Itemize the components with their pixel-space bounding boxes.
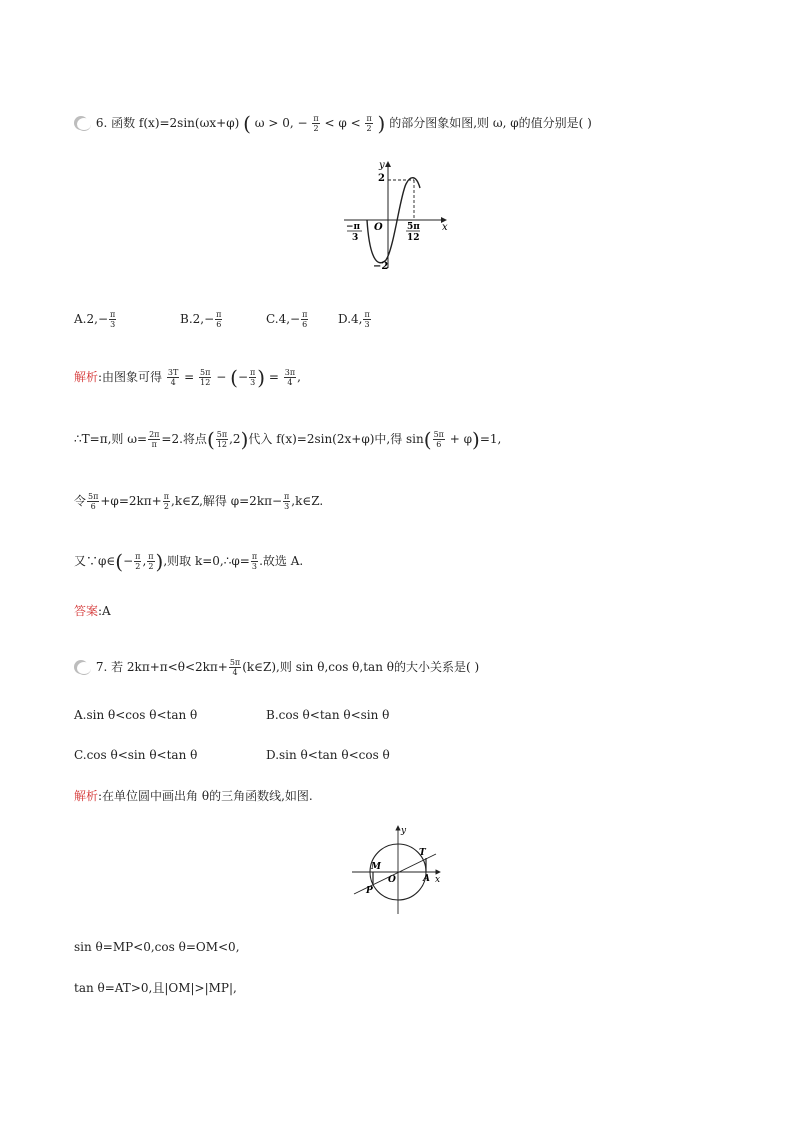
q6-solution-line2: ∴T=π,则 ω= $\frac{2\pi}{\pi}$ =2.将点( $\frac{5\pi}{12}$ ,2)代入 f(x)=2sin(2x+φ)中,得 sin( $\frac{5\pi}{6}$ + φ)=1, bbox=[74, 427, 502, 452]
q6-cond-a: ω > 0, − bbox=[254, 116, 308, 130]
q7-solution-line1: 解析:在单位圆中画出角 θ的三角函数线,如图. bbox=[74, 789, 313, 803]
solution-label: 解析 bbox=[74, 789, 99, 803]
q6-option-b[interactable]: B.2,− $\frac{\pi}{6}$ bbox=[180, 310, 222, 329]
right-tick-num: 5π bbox=[407, 222, 420, 232]
svg-text:M: M bbox=[371, 862, 381, 872]
q6-stem: 6. 函数 f(x)=2sin(ωx+φ) ( ω > 0, − $\frac{\pi}{2}$ < φ < $\frac{\pi}{2}$ ) 的部分图象如图,则 ω, φ的值分别是( ) bbox=[74, 114, 592, 133]
svg-text:x: x bbox=[435, 875, 441, 885]
origin-label: O bbox=[374, 222, 383, 233]
x-label: x bbox=[442, 222, 448, 233]
q6-solution-line4: 又∵φ∈(− $\frac{\pi}{2}$ , $\frac{\pi}{2}$ ),则取 k=0,∴φ= $\frac{\pi}{3}$ .故选 A. bbox=[74, 549, 304, 574]
svg-text:O: O bbox=[388, 875, 396, 885]
q6-cond-b: < φ < bbox=[324, 116, 361, 130]
q7-option-c[interactable]: C.cos θ<sin θ<tan θ bbox=[74, 748, 198, 762]
q6-sine-graph bbox=[340, 156, 455, 274]
q7-option-d[interactable]: D.sin θ<tan θ<cos θ bbox=[266, 748, 390, 762]
q7-option-a[interactable]: A.sin θ<cos θ<tan θ bbox=[74, 708, 198, 722]
q6-answer bbox=[74, 603, 111, 619]
solution-label: 解析 bbox=[74, 370, 99, 384]
q7-number: 7. bbox=[95, 660, 108, 674]
q6-option-c[interactable]: C.4,− $\frac{\pi}{6}$ bbox=[266, 310, 308, 329]
q6-stem-pre: 函数 f(x)=2sin(ωx+φ) bbox=[111, 116, 240, 130]
svg-text:T: T bbox=[419, 848, 426, 858]
q6-number: 6. bbox=[95, 116, 108, 130]
q6-solution-line3: 令 $\frac{5\pi}{6}$ +φ=2kπ+ $\frac{\pi}{2}$ ,k∈Z,解得 φ=2kπ− $\frac{\pi}{3}$ ,k∈Z. bbox=[74, 492, 324, 511]
q7-unit-circle bbox=[348, 822, 448, 918]
right-tick-den: 12 bbox=[407, 233, 420, 243]
question-marker-icon bbox=[74, 116, 92, 130]
svg-text:P: P bbox=[366, 886, 373, 896]
q7-solution-line3: tan θ=AT>0,且|OM|>|MP|, bbox=[74, 981, 237, 995]
q6-option-d[interactable]: D.4, $\frac{\pi}{3}$ bbox=[338, 310, 370, 329]
answer-value: :A bbox=[98, 604, 111, 618]
q6-solution-line1: 解析:由图象可得 $\frac{3T}{4}$ = $\frac{5\pi}{12}$ − (− $\frac{\pi}{3}$ ) = $\frac{3\pi}{4}$ , bbox=[74, 365, 301, 390]
question-marker-icon bbox=[74, 660, 92, 674]
q7-stem: 7. 若 2kπ+π<θ<2kπ+ $\frac{5\pi}{4}$ (k∈Z),则 sin θ,cos θ,tan θ的大小关系是( ) bbox=[74, 658, 479, 677]
q7-option-b[interactable]: B.cos θ<tan θ<sin θ bbox=[266, 708, 390, 722]
q7-solution-line2: sin θ=MP<0,cos θ=OM<0, bbox=[74, 940, 240, 954]
q6-option-a[interactable]: A.2,− $\frac{\pi}{3}$ bbox=[74, 310, 116, 329]
svg-text:y: y bbox=[401, 826, 407, 836]
min-label: −2 bbox=[373, 261, 389, 272]
answer-label: 答案 bbox=[74, 604, 99, 618]
svg-text:A: A bbox=[423, 874, 430, 884]
max-label: 2 bbox=[378, 173, 385, 184]
y-label: y bbox=[379, 160, 385, 171]
left-tick-den: 3 bbox=[352, 233, 359, 243]
q6-stem-post: 的部分图象如图,则 ω, φ的值分别是( ) bbox=[389, 116, 592, 130]
left-tick-num: −π bbox=[346, 222, 361, 232]
